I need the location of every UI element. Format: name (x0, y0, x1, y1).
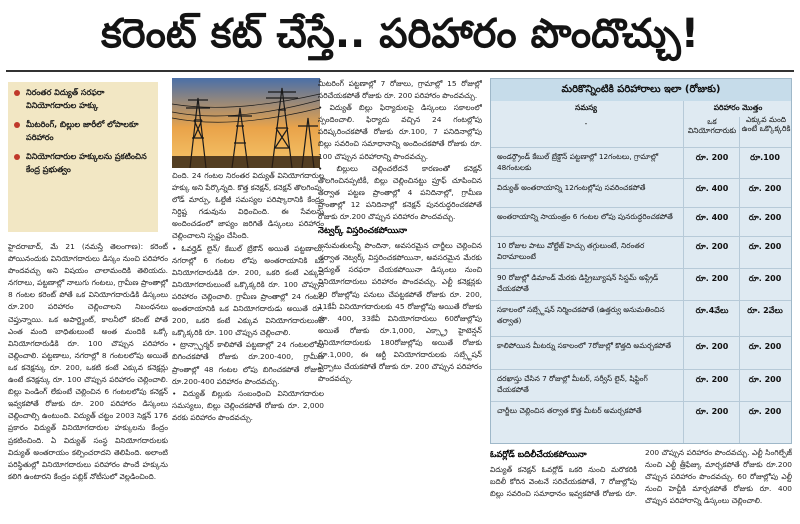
table-title: మరికొన్నింటికి పరిహారాలు ఇలా (రోజుకు) (491, 79, 791, 101)
row-one-consumer-value: రూ. 200 (695, 153, 729, 162)
paragraph: • ఓవర్హెడ్ లైన్/ కేబుల్ బ్రేకౌన్ అయితే పట్టణాలు, నగరాల్లో 6 గంటల లోపు అంతరాయానికి ఒక వినియోగదారుడికి రూ. 200, ఒకరి కంటే ఎక్కువ వినియోగదారులుంటే ఒక్కొక్కరికి రూ. 100 చొప్పున పరిహారం చెల్లించాలి. గ్రామీణ ప్రాంతాల్లో 24 గంటల అంతరాయానికి ఒక వినియోగదారుడు అయితే రూ. 200, ఒకరి కంటే ఎక్కువ వినియోగదారులుంటే ఒక్కొక్కరికి రూ. 100 చొప్పున చెల్లించాలి. (172, 243, 324, 338)
paragraph: అనుమతులన్నీ పొందినా, అవసరమైన చార్జీలు చెల్లించిన తర్వాత నెట్వర్క్ విస్తరించకపోయినా, అవసరమైన మేరకు విద్యుత్ సరఫరా చేయకపోయినా డిస్కంలు నుంచి వినియోగదారులు పరిహారం పొందవచ్చు. ఎల్టీ కనెక్షన్లకు 90 రోజుల్లోపు పనులు చేపట్టకపోతే రోజుకు రూ. 200, 11కేవీ వినియోగదారులకు 45 రోజుల్లోపు అయితే రోజుకు రూ. 400, 33కేవీ వినియోగదారులు 60రోజుల్లోపు అయితే రోజుకు రూ.1,000, ఎక్స్ట్రా హైటెన్షన్ వినియోగదారులకు 180రోజుల్లోపు అయితే రోజుకు రూ.1,000, ఈ ఆర్టీ వినియోగదారులకు సబ్స్టేషన్ ఏర్పాటు చేయకపోతే రోజుకు రూ. 200 చొప్పున పరిహారం పొందవచ్చు. (318, 241, 482, 384)
table-row (491, 207, 791, 236)
compensation-table (490, 78, 792, 444)
row-more-consumers-value: రూ.100 (750, 153, 780, 162)
paragraph: హైదరాబాద్, మే 21 (నమస్తే తెలంగాణ): కరెంట్ పోయినందుకు వినియోగదారులు డిస్కం నుంచి పరిహారం పొందవచ్చు అని విషయం చాలామందికి తెలియదు. నగరాలు, పట్టణాల్లో నాలుగు గంటలు, గ్రామీణ ప్రాంతాల్లో 8 గంటల కరెంట్ పోతే ఒక వినియోగదారుడికి డిస్కంలు రూ.200 పరిహారం చెల్లించాలని నిబంధనలు చెప్తున్నాయి. ఒక అపార్ట్మెంట్, కాలనీలో కరెంట్ పోతే ఎంత మంది బాధితులుంటే అంత మందికి ఒక్కో వినియోగదారుడికి రూ. 100 చొప్పున పరిహారం చెల్లించాలి. పట్టణాలు, నగరాల్లో 8 గంటలలోపు అయితే ఒక కనెక్షన్కు రూ. 200, ఒకటి కంటే ఎక్కువ కనెక్షన్లు ఉంటే కనెక్షన్కు రూ. 100 చొప్పున పరిహారం చెల్లించాలి. బిల్లు పెండింగ్ లేకుంటే చెల్లించిన 6 గంటలలోపు కనెక్షన్ ఇవ్వకపోతే రోజుకు రూ. 200 పరిహారం డిస్కంలు చెల్లించాల్సి ఉంటుంది. విద్యుత్ చట్టం 2003 సెక్షన్ 176 ప్రకారం విద్యుత్ వినియోగదారుల హక్కులను కేంద్రం ప్రకటించింది. ఏ విద్యుత్ సంస్థ వినియోగదారులకు విద్యుత్ అంతరాయం కల్పించరాదని తెలిపింది. అలాంటి పరిస్థితుల్లో వినియోగదారులు పరిహారం పొందే హక్కును కలిగి ఉంటారని కేంద్రం పబ్లిక్ నోటీసులో వెల్లడించింది. (8, 242, 168, 481)
paragraph: • విద్యుత్ బిల్లుకు సంబంధించి వినియోగదారుల సమస్యలు, బిల్లు చెల్లించకపోతే రోజుకు రూ. 2,000 వరకు పరిహారం పొందవచ్చు. (172, 388, 324, 422)
row-service: దరఖాస్తు చేసిన 7 రోజుల్లో మీటర్, సర్వీస్ లైన్, షిఫ్టింగ్ చేయకపోతే (497, 374, 648, 394)
row-more-consumers-value: రూ. 200 (748, 213, 782, 222)
row-more-consumers-value: రూ. 2వేలు (747, 306, 783, 315)
header-compensation: పరిహారం మొత్తం (713, 103, 763, 112)
row-one-consumer-value: రూ. 200 (695, 342, 729, 351)
paragraph: • విద్యుత్ బిల్లు ఫిర్యాదులపై డిస్కంలు సకాలంలో స్పందించాలి. ఫిర్యాదు వచ్చిన 24 గంటల్లోపు పరిష్కరించకపోతే రోజుకు రూ.100, 7 పనిదినాల్లోపు బిల్లు సవరించి సమాధానాన్ని అందించకపోతే రోజుకు రూ. 100 చొప్పున పరిహారాన్ని పొందవచ్చు. (318, 103, 482, 161)
row-one-consumer-value: రూ. 200 (695, 242, 729, 251)
bullet-icon (14, 122, 20, 128)
header-more-consumers: ఎక్కువ మంది ఉంటే ఒక్కొక్కరికి (741, 115, 791, 133)
row-one-consumer-value: రూ. 400 (695, 213, 729, 222)
highlights-box (8, 82, 158, 232)
table-header (491, 101, 791, 145)
headline-rule (6, 70, 794, 72)
header-dash: - (584, 119, 588, 128)
table-row (491, 268, 791, 300)
row-more-consumers-value: రూ. 200 (748, 274, 782, 283)
paragraph: • బిల్లులు చెల్లించలేదనే కారణంతో కనెక్షన్ తొలగించినప్పటికీ, బిల్లు చెల్లించినట్టు ప్రూఫ్ చూపించిన తర్వాత పట్టణ ప్రాంతాల్లో 4 పనిదినాల్లో, గ్రామీణ ప్రాంతాల్లో 12 పనిదినాల్లో కనెక్షన్ పునరుద్ధరించకపోతే రోజుకు రూ.200 చొప్పున పరిహారం పొందవచ్చు. (318, 163, 482, 222)
table-row (491, 147, 791, 178)
bullet-icon (14, 154, 20, 160)
row-service: కాలిపోయిన మీటర్ను సకాలంలో 7రోజుల్లో కొత్తది అమర్చకపోతే (497, 341, 672, 350)
subheading: నెట్వర్క్ విస్తరించకపోయినా (318, 226, 407, 237)
row-service: సకాలంలో సబ్స్టేషన్ నిర్మించకపోతే (ఉత్తర్వు అనుమతించిన తర్వాత) (497, 305, 665, 325)
table-row (491, 300, 791, 336)
header-service: సమస్య (575, 103, 597, 112)
article-column-4 (490, 447, 792, 523)
row-more-consumers-value: రూ. 200 (748, 342, 782, 351)
row-service: అంతరాయాన్ని సాయంత్రం 6 గంటల లోపు పునరుద్ధరించకపోతే (497, 212, 673, 221)
row-more-consumers-value: రూ. 200 (748, 184, 782, 193)
table-row (491, 401, 791, 436)
article-column-3 (318, 78, 482, 522)
table-row (491, 369, 791, 401)
power-tower-image (172, 78, 320, 168)
row-one-consumer-value: రూ.4వేలు (695, 306, 729, 315)
highlight-item: వినియోగదారుల హక్కులను ప్రకటించిన కేంద్ర ప్రభుత్వం (14, 150, 154, 176)
table-body (491, 147, 791, 436)
paragraph: చింది. 24 గంటల నిరంతర విద్యుత్ వినియోగదారుల హక్కు అని పేర్కొన్నది. కొత్త కనెక్షన్, కనెక్షన్ తొలగింపు, లోడ్ మార్పు, ఓల్టేజీ సమస్యల పరిష్కారానికి కేంద్రం నిర్దిష్ట గడువును విధించింది. ఈ సేవలను అందించడంలో జాప్యం జరిగితే డిస్కంలు పరిహారం చెల్లించాలని స్పష్టం చేసింది. (172, 171, 324, 241)
article-column-1 (8, 241, 168, 523)
row-service: 90 రోజుల్లో డిమాండ్ మేరకు డిస్ట్రిబ్యూషన్ సిస్టమ్ అప్గ్రేడ్ చేయకపోతే (497, 273, 659, 293)
article-column-2 (172, 170, 324, 522)
row-more-consumers-value: రూ. 200 (748, 407, 782, 416)
power-lines-photo (172, 78, 320, 168)
subheading: ఓవర్లోడ్ బదిలీచేయకపోయినా (490, 450, 587, 460)
row-one-consumer-value: రూ. 400 (695, 184, 729, 193)
table-row (491, 336, 791, 369)
paragraph: విద్యుత్ కనెక్షన్ ఓవర్లోడ్ ఒకరి నుంచి మరొకరికి బదిలీ కోరిన వెంటనే సరిచేయకపోతే, 7 రోజుల్లోపు బిల్లు సవరించి సమాధానం ఇవ్వకపోతే రోజుకు రూ. 200 చొప్పున పరిహారం పొందవచ్చు. ఎల్టీ సింగిల్ఫేజ్ నుంచి ఎల్టీ త్రీఫేజ్కు మార్చకపోతే రోజుకు రూ.200 చొప్పున పరిహారం పొందవచ్చు. 60 రోజుల్లోపు ఎల్టీ నుంచి హెచ్టీకి మార్చకపోతే రోజుకు రూ. 400 చొప్పున పరిహారాన్ని డిస్కంలు చెల్లించాలి. (490, 448, 792, 506)
row-service: 10 రోజుల పాటు వోల్టేజ్ హెచ్చు తగ్గులుంటే, నిరంతర విరామాలుంటే (497, 241, 645, 261)
row-more-consumers-value: రూ. 200 (748, 375, 782, 384)
row-one-consumer-value: రూ. 200 (695, 407, 729, 416)
table-row (491, 236, 791, 268)
bullet-icon (14, 90, 20, 96)
row-service: విద్యుత్ అంతరాయాన్ని 12గంటల్లోపు సవరించకపోతే (497, 183, 646, 192)
row-one-consumer-value: రూ. 200 (695, 274, 729, 283)
highlight-item: మీటరింగ్, బిల్లుల జారీలో లోపాలకూ పరిహారం (14, 118, 154, 144)
headline: కరెంట్ కట్ చేస్తే.. పరిహారం పొందొచ్చు! (101, 11, 699, 57)
table-row (491, 178, 791, 207)
highlight-item: నిరంతర విద్యుత్ సరఫరా వినియోగదారుల హక్కు (14, 86, 154, 112)
paragraph: మీటరింగ్ పట్టణాల్లో 7 రోజులు, గ్రామాల్లో 15 రోజుల్లో సరిచేయకపోతే రోజుకు రూ. 200 పరిహారం పొందవచ్చు. (318, 79, 482, 101)
paragraph: • ట్రాన్స్ఫార్మర్ కాలిపోతే పట్టణాల్లో 24 గంటలలోపు బిగించకపోతే రోజుకు రూ.200-400, గ్రామీణ ప్రాంతాల్లో 48 గంటల లోపు బిగించకపోతే రోజుకు రూ.200-400 పరిహారం పొందవచ్చు. (172, 340, 324, 386)
row-service: చార్జీలు చెల్లించిన తర్వాత కొత్త మీటర్ అమర్చకపోతే (497, 406, 642, 415)
row-more-consumers-value: రూ. 200 (748, 242, 782, 251)
row-one-consumer-value: రూ. 200 (695, 375, 729, 384)
row-service: అండర్గ్రౌండ్ కేబుల్ బ్రేక్డౌన్ పట్టణాల్లో 12గంటలు, గ్రామాల్లో 48గంటలకు (497, 152, 659, 172)
header-one-consumer: ఒక వినియోగదారుకు (687, 117, 737, 135)
